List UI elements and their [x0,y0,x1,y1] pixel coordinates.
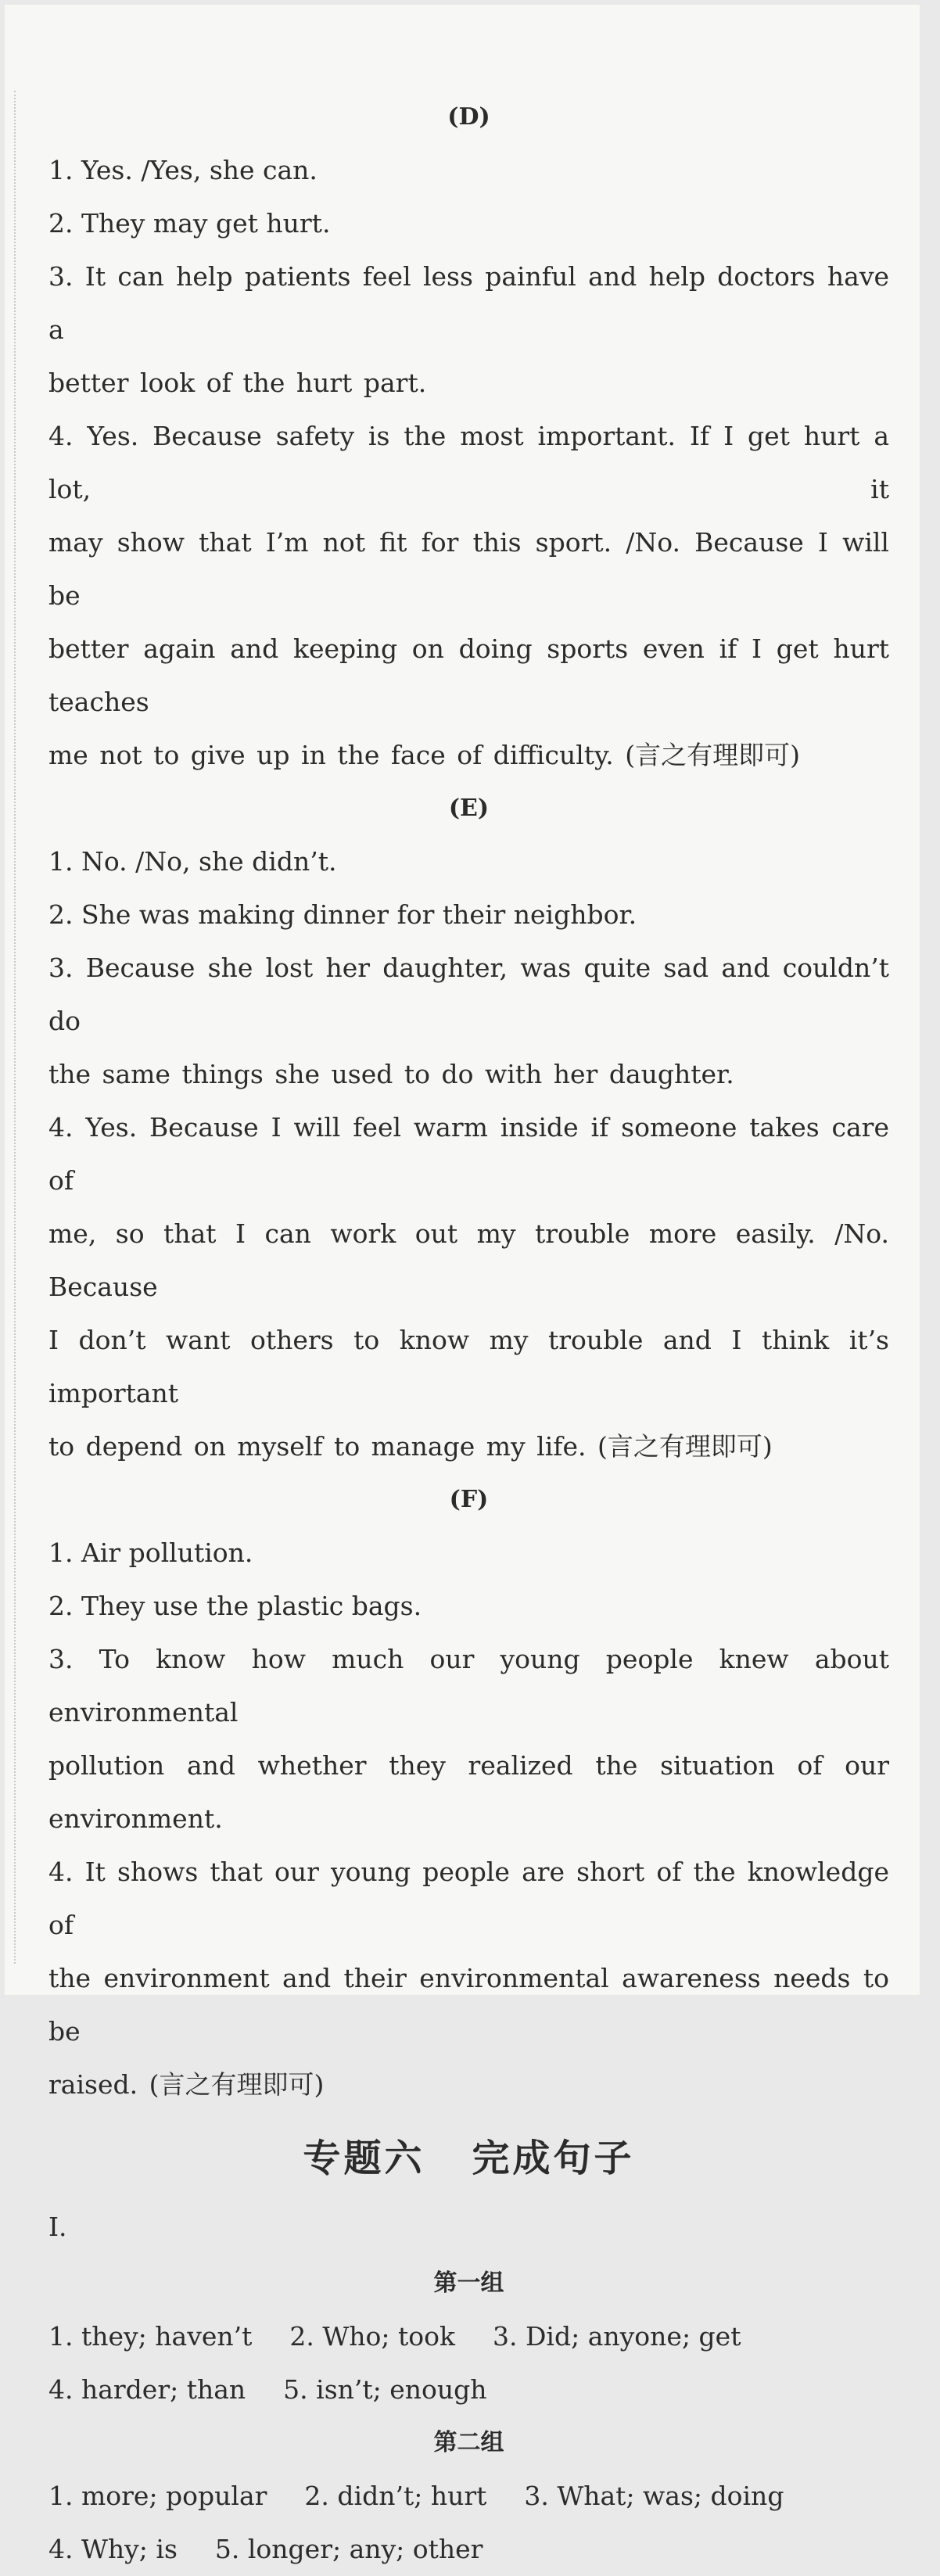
group-1-answer-1: 1. they; haven’t [48,2321,253,2352]
group-2-answer-2: 2. didn’t; hurt [304,2481,487,2511]
section-e-answer-4-line-4: to depend on myself to manage my life. (言之有理即可) [48,1431,773,1462]
section-e-answer-4-line-2: me, so that I can work out my trouble more easily. /No. Because [48,1218,889,1302]
section-e-answer-4-line-3: I don’t want others to know my trouble and I think it’s important [48,1325,889,1408]
section-e-answer-3-line-1: 3. Because she lost her daughter, was quite sad and couldn’t do [48,953,889,1036]
section-d-answer-2: 2. They may get hurt. [48,208,331,239]
group-2-answer-4: 4. Why; is [48,2534,178,2564]
group-2-answer-3: 3. What; was; doing [524,2481,784,2511]
group-2-answers-row-2 [48,2523,889,2576]
group-2-answer-1: 1. more; popular [48,2481,267,2511]
topic-title [48,2119,889,2197]
section-d-heading: (D) [447,103,490,131]
section-f-heading: (F) [449,1486,489,1513]
topic-title-name: 完成句子 [472,2137,635,2180]
binding-margin-line [14,91,16,1964]
group-1-answers-row-1 [48,2310,889,2363]
section-e-heading: (E) [448,795,490,822]
group-1-answer-5: 5. isn’t; enough [283,2374,487,2405]
section-d-answer-4-line-3: better again and keeping on doing sports even if I get hurt teaches [48,633,889,717]
group-1-answer-4: 4. harder; than [48,2374,246,2405]
section-f-answer-3-line-2: pollution and whether they realized the situation of our environment. [48,1750,889,1834]
group-2-heading: 第二组 [433,2429,504,2456]
group-2-answer-5: 5. longer; any; other [214,2534,483,2564]
section-d-answer-3-line-2: better look of the hurt part. [48,368,427,398]
section-e-answer-2: 2. She was making dinner for their neighbor. [48,899,637,930]
section-f-answer-4-line-1: 4. It shows that our young people are short of the knowledge of [48,1857,889,1940]
part-label: Ⅰ. [48,2212,67,2242]
section-e-answer-1: 1. No. /No, she didn’t. [48,846,337,877]
answer-page [5,5,920,2564]
topic-title-number: 专题六 [303,2137,425,2180]
section-f-answer-1: 1. Air pollution. [48,1537,253,1568]
group-1-answer-2: 2. Who; took [289,2321,455,2352]
group-1-answer-3: 3. Did; anyone; get [493,2321,741,2352]
section-d-answer-1: 1. Yes. /Yes, she can. [48,155,318,185]
section-d-answer-4-line-2: may show that I’m not fit for this sport. /No. Because I will be [48,527,889,611]
group-1-answers-row-2 [48,2363,889,2416]
group-1-heading: 第一组 [433,2269,504,2297]
group-2-answers-row-1 [48,2470,889,2523]
section-f-answer-3-line-1: 3. To know how much our young people knew about environmental [48,1644,889,1727]
page-content [48,91,889,2576]
section-f-answer-2: 2. They use the plastic bags. [48,1591,422,1621]
section-d-answer-4-line-1: 4. Yes. Because safety is the most important. If I get hurt a lot, it [48,421,889,504]
section-e-answer-3-line-2: the same things she used to do with her daughter. [48,1059,734,1089]
section-d-answer-3-line-1: 3. It can help patients feel less painful and help doctors have a [48,261,889,345]
section-f-answer-4-line-3: raised. (言之有理即可) [48,2069,325,2100]
section-d-answer-4-line-4: me not to give up in the face of difficulty. (言之有理即可) [48,740,801,770]
section-f-answer-4-line-2: the environment and their environmental awareness needs to be [48,1963,889,2047]
section-e-answer-4-line-1: 4. Yes. Because I will feel warm inside if someone takes care of [48,1112,889,1196]
